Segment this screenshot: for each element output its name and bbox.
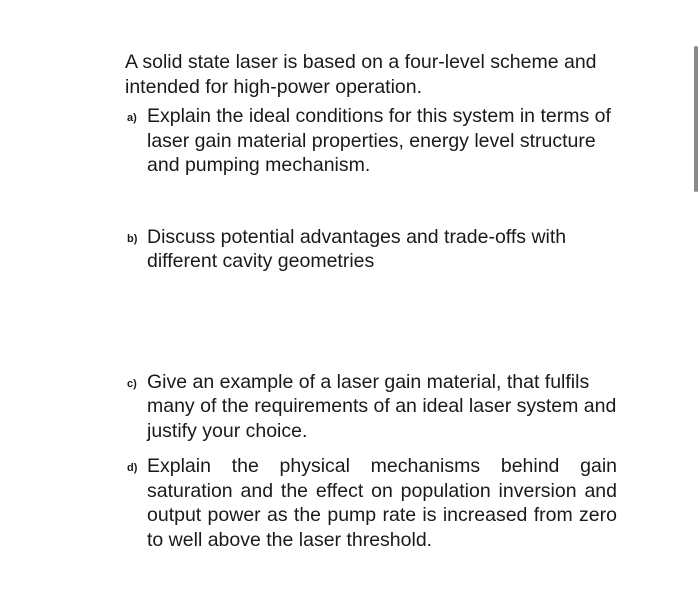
part-b-marker: b)	[127, 232, 138, 245]
part-d-marker: d)	[127, 462, 138, 474]
question-part-c	[125, 370, 625, 444]
question-part-b	[125, 225, 625, 274]
part-b-text: Discuss potential advantages and trade-offs with different cavity geometries	[147, 225, 567, 272]
question-document	[125, 50, 625, 552]
part-a-text: Explain the ideal conditions for this system in terms of laser gain material properties, energy level structure and pumping mechanism.	[147, 105, 611, 176]
part-a-marker: a)	[127, 112, 137, 124]
part-d-text: Explain the physical mechanisms behind gain saturation and the effect on population inversion and output power as the pump rate is increased from zero to well above the laser threshold.	[147, 455, 617, 551]
question-part-a	[125, 104, 625, 178]
question-intro: A solid state laser is based on a four-level scheme and intended for high-power operation.	[125, 51, 597, 98]
vertical-scrollbar[interactable]	[694, 46, 698, 192]
part-c-text: Give an example of a laser gain material, that fulfils many of the requirements of an ideal laser system and justify your choice.	[147, 370, 617, 442]
part-c-marker: c)	[127, 377, 137, 390]
question-part-d	[125, 454, 625, 552]
